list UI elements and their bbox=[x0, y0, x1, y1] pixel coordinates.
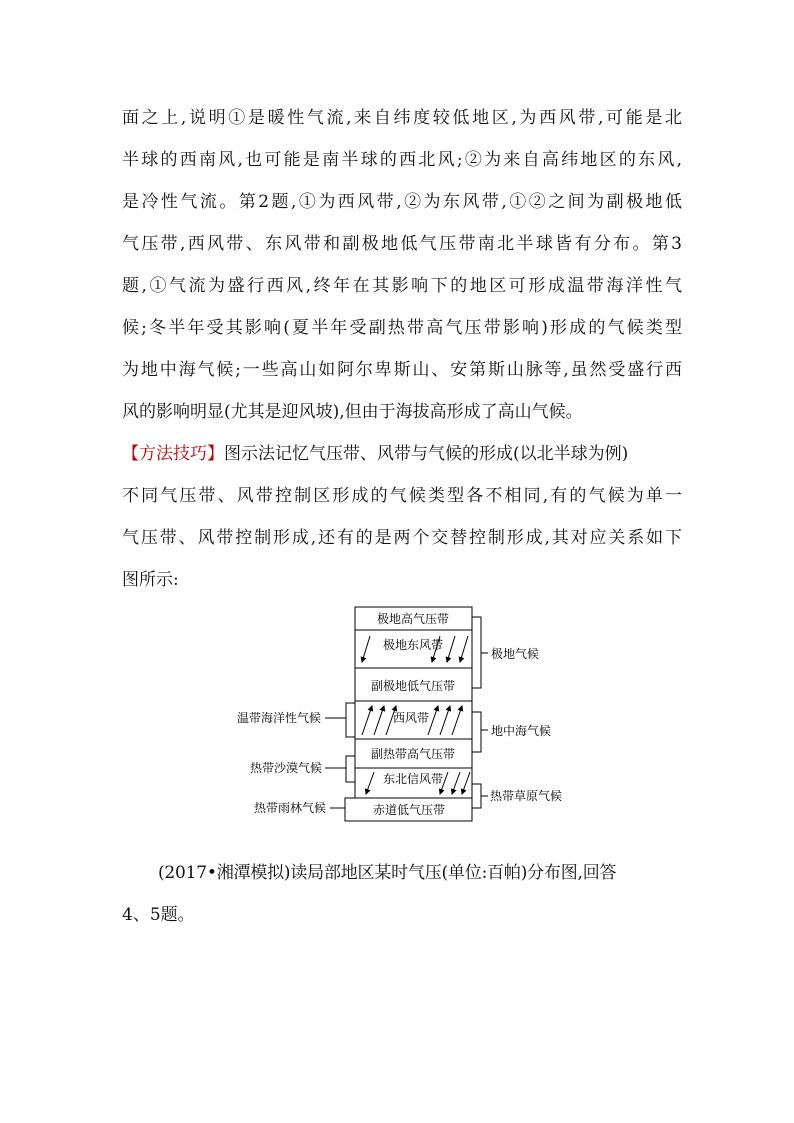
text-line: 图所示: bbox=[122, 570, 179, 590]
desert-climate-label: 热带沙漠气候 bbox=[249, 761, 322, 775]
text-line: 题,①气流为盛行西风,终年在其影响下的地区可形成温带海洋性气 bbox=[122, 276, 682, 296]
text-line: 面之上,说明①是暖性气流,来自纬度较低地区,为西风带,可能是北 bbox=[122, 108, 682, 128]
text-line: 半球的西南风,也可能是南半球的西北风;②为来自高纬地区的东风, bbox=[122, 150, 682, 170]
polar-easterly-label: 极地东风带 bbox=[382, 638, 444, 652]
ne-trade-label: 东北信风带 bbox=[382, 772, 444, 786]
westerly-label: 西风带 bbox=[392, 711, 430, 725]
rainforest-climate-label: 热带雨林气候 bbox=[253, 801, 326, 815]
subpolar-low-label: 副极地低气压带 bbox=[370, 679, 456, 693]
mediterranean-climate-label: 地中海气候 bbox=[491, 724, 552, 738]
text-line: 气压带、风带控制形成,还有的是两个交替控制形成,其对应关系如下 bbox=[122, 528, 682, 548]
method-tips-label: 【方法技巧】 bbox=[122, 444, 224, 464]
text-line: 4、5题。 bbox=[122, 905, 195, 925]
polar-high-label: 极地高气压带 bbox=[376, 612, 450, 626]
polar-climate-label: 极地气候 bbox=[491, 647, 540, 661]
equatorial-low-label: 赤道低气压带 bbox=[372, 803, 446, 817]
subtropical-high-label: 副热带高气压带 bbox=[370, 747, 456, 761]
left-brackets bbox=[325, 703, 355, 808]
text-line: 气压带,西风带、东风带和副极地低气压带南北半球皆有分布。第3 bbox=[122, 234, 682, 254]
text-line: (2017•湘潭模拟)读局部地区某时气压(单位:百帕)分布图,回答 bbox=[158, 863, 617, 883]
text-line: 不同气压带、风带控制区形成的气候类型各不相同,有的气候为单一 bbox=[122, 486, 682, 506]
text-line: 为地中海气候;一些高山如阿尔卑斯山、安第斯山脉等,虽然受盛行西 bbox=[122, 360, 682, 380]
text-line: 风的影响明显(尤其是迎风坡),但由于海拔高形成了高山气候。 bbox=[122, 402, 583, 422]
text-line: 是冷性气流。第2题,①为西风带,②为东风带,①②之间为副极地低 bbox=[122, 192, 682, 212]
text-line: 候;冬半年受其影响(夏半年受副热带高气压带影响)形成的气候类型 bbox=[122, 318, 682, 338]
savanna-climate-label: 热带草原气候 bbox=[490, 789, 563, 803]
temperate-maritime-climate-label: 温带海洋性气候 bbox=[236, 711, 321, 725]
method-tips-intro: 图示法记忆气压带、风带与气候的形成(以北半球为例) bbox=[224, 444, 629, 464]
right-brackets bbox=[472, 617, 488, 808]
